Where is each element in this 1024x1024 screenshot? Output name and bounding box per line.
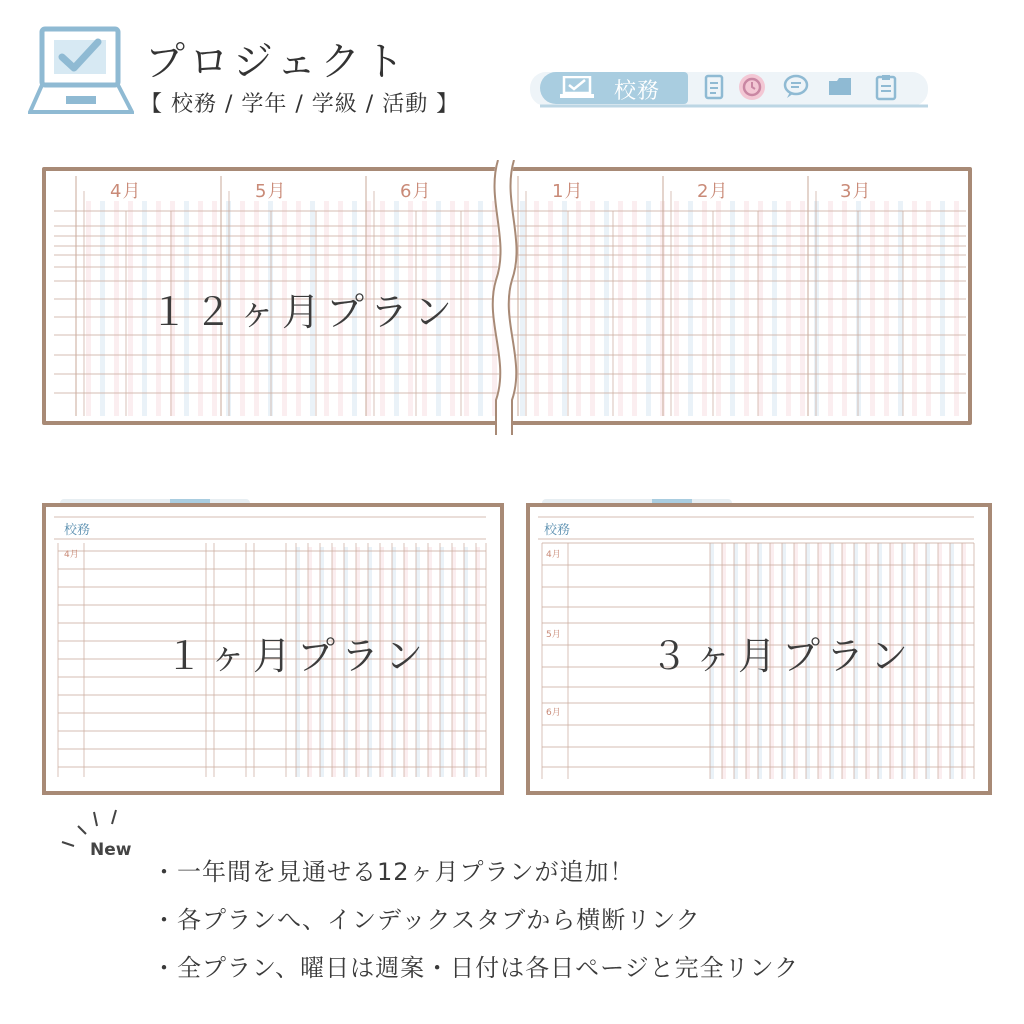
tab-koumu[interactable] xyxy=(540,72,688,104)
chat-icon[interactable] xyxy=(782,73,810,101)
month-label: 3月 xyxy=(840,181,872,202)
mini-tab-label: 校務 xyxy=(64,523,91,538)
page-break-divider xyxy=(488,160,524,435)
clipboard-icon[interactable] xyxy=(872,73,900,101)
one-month-plan-label: １ヶ月プラン xyxy=(165,634,430,678)
month-label: 4月 xyxy=(110,181,142,202)
month-label: 4月 xyxy=(546,550,561,560)
month-label: 2月 xyxy=(697,181,729,202)
month-label: 5月 xyxy=(546,630,561,640)
month-label: 4月 xyxy=(64,550,79,560)
new-badge: New xyxy=(90,840,132,860)
feature-item: ・一年間を見通せる12ヶ月プランが追加！ xyxy=(152,858,635,886)
tab-label: 校務 xyxy=(614,79,661,104)
month-label: 1月 xyxy=(552,181,584,202)
laptop-check-icon xyxy=(28,26,134,118)
mini-tab-label: 校務 xyxy=(544,523,571,538)
laptop-icon xyxy=(558,76,598,100)
page-title: プロジェクト xyxy=(145,39,409,85)
folder-icon[interactable] xyxy=(826,73,854,101)
month-label: 6月 xyxy=(546,708,561,718)
twelve-month-plan-label: １２ヶ月プラン xyxy=(150,290,459,334)
clock-icon[interactable] xyxy=(738,73,766,101)
month-label: 6月 xyxy=(400,181,432,202)
feature-item: ・各プランへ、インデックスタブから横断リンク xyxy=(152,906,701,934)
checklist-icon[interactable] xyxy=(700,73,728,101)
page-subtitle: 【 校務 / 学年 / 学級 / 活動 】 xyxy=(140,92,460,117)
three-month-plan-label: ３ヶ月プラン xyxy=(650,634,915,678)
month-label: 5月 xyxy=(255,181,287,202)
feature-item: ・全プラン、曜日は週案・日付は各日ページと完全リンク xyxy=(152,954,800,982)
